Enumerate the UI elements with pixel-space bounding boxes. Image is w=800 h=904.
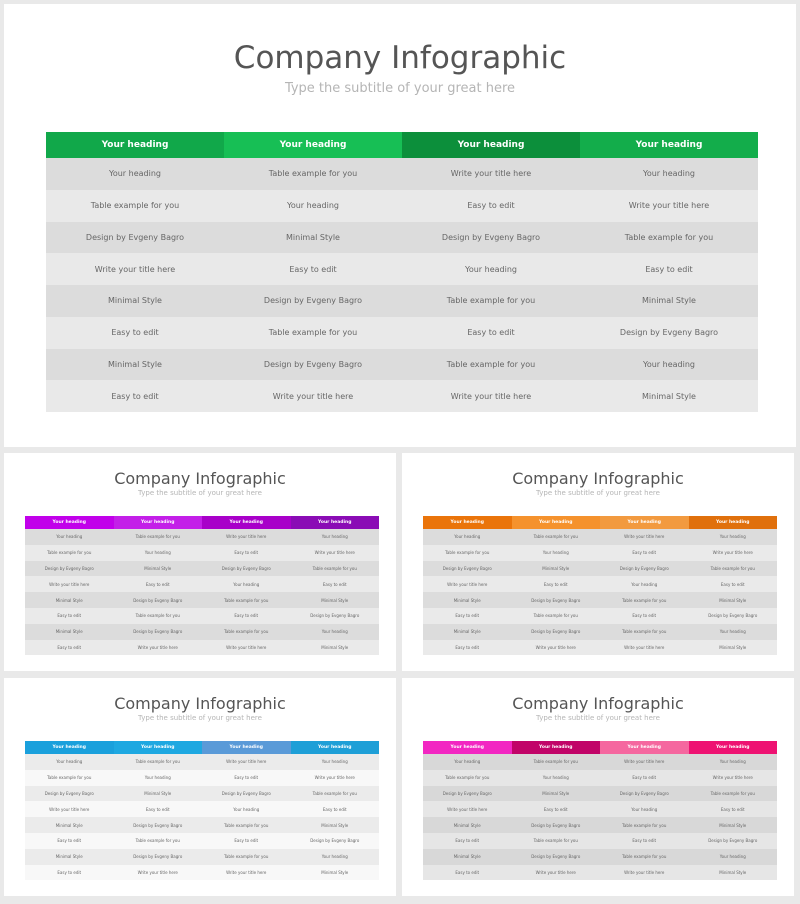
table-header-row <box>46 132 758 158</box>
table-cell: Your heading <box>542 775 569 781</box>
table-cell: Table example for you <box>47 775 92 781</box>
table-header-cell: Your heading <box>600 741 689 754</box>
slide-orange <box>402 453 794 671</box>
table-cell: Table example for you <box>446 296 536 306</box>
table-cell: Write your title here <box>49 806 90 812</box>
table-cell: Easy to edit <box>632 838 657 844</box>
table-row <box>25 529 379 545</box>
table-cell: Design by Evgeny Bagro <box>310 613 360 619</box>
table-cell: Minimal Style <box>719 822 747 828</box>
table-header-cell: Your heading <box>202 516 291 529</box>
table-row <box>423 545 777 561</box>
table-cell: Your heading <box>56 759 83 765</box>
table-header-cell: Your heading <box>114 516 203 529</box>
table-header-row <box>423 516 777 529</box>
table-cell: Easy to edit <box>543 806 568 812</box>
slide-subtitle: Type the subtitle of your great here <box>138 489 262 497</box>
table-cell: Minimal Style <box>642 296 696 306</box>
table-row <box>25 592 379 608</box>
slide-title: Company Infographic <box>233 40 567 76</box>
table-header-row <box>423 741 777 754</box>
table-cell: Your heading <box>109 169 161 179</box>
slide-purple <box>4 453 396 671</box>
table-cell: Minimal Style <box>719 869 747 875</box>
table-row <box>25 640 379 656</box>
table-cell: Table example for you <box>135 838 180 844</box>
table-row <box>46 285 758 317</box>
table-cell: Write your title here <box>624 644 665 650</box>
table-header-cell: Your heading <box>402 132 580 158</box>
table-cell: Table example for you <box>622 629 667 635</box>
table-cell: Minimal Style <box>108 359 162 369</box>
table-cell: Your heading <box>56 534 83 540</box>
table-cell: Table example for you <box>622 854 667 860</box>
slide-title: Company Infographic <box>512 469 684 488</box>
data-table <box>46 132 758 412</box>
table-cell: Write your title here <box>535 644 576 650</box>
table-row <box>25 770 379 786</box>
table-cell: Easy to edit <box>632 775 657 781</box>
table-cell: Your heading <box>233 581 260 587</box>
table-row <box>423 624 777 640</box>
table-row <box>25 786 379 802</box>
table-cell: Minimal Style <box>453 629 481 635</box>
table-cell: Design by Evgeny Bagro <box>619 328 719 338</box>
table-header-cell: Your heading <box>291 516 380 529</box>
table-cell: Easy to edit <box>455 838 480 844</box>
table-row <box>423 754 777 770</box>
table-cell: Minimal Style <box>542 790 570 796</box>
slide-green <box>4 4 796 447</box>
table-row <box>25 545 379 561</box>
table-cell: Your heading <box>465 264 517 274</box>
table-row <box>46 158 758 190</box>
table-cell: Your heading <box>542 550 569 556</box>
table-cell: Write your title here <box>137 644 178 650</box>
table-row <box>423 640 777 656</box>
table-cell: Your heading <box>321 854 348 860</box>
table-row <box>25 801 379 817</box>
table-row <box>46 253 758 285</box>
table-cell: Table example for you <box>533 613 578 619</box>
table-row <box>25 817 379 833</box>
table-cell: Design by Evgeny Bagro <box>310 838 360 844</box>
table-cell: Write your title here <box>535 869 576 875</box>
table-cell: Design by Evgeny Bagro <box>619 565 669 571</box>
table-cell: Your heading <box>719 629 746 635</box>
table-cell: Table example for you <box>90 201 180 211</box>
table-cell: Your heading <box>321 759 348 765</box>
table-cell: Table example for you <box>445 775 490 781</box>
table-row <box>25 865 379 881</box>
table-cell: Table example for you <box>533 759 578 765</box>
slide-blue <box>4 678 396 896</box>
table-cell: Minimal Style <box>108 296 162 306</box>
table-cell: Minimal Style <box>144 790 172 796</box>
table-header-cell: Your heading <box>512 516 601 529</box>
table-cell: Write your title here <box>226 644 267 650</box>
table-row <box>423 529 777 545</box>
slide-subtitle: Type the subtitle of your great here <box>536 489 660 497</box>
slide-title: Company Infographic <box>114 694 286 713</box>
table-cell: Write your title here <box>272 391 354 401</box>
table-cell: Easy to edit <box>543 581 568 587</box>
table-cell: Design by Evgeny Bagro <box>531 822 581 828</box>
table-cell: Easy to edit <box>467 328 515 338</box>
table-cell: Design by Evgeny Bagro <box>263 296 363 306</box>
table-cell: Minimal Style <box>55 822 83 828</box>
table-cell: Design by Evgeny Bagro <box>708 613 758 619</box>
table-cell: Table example for you <box>224 629 269 635</box>
table-cell: Table example for you <box>710 565 755 571</box>
table-cell: Table example for you <box>224 597 269 603</box>
table-row <box>423 561 777 577</box>
table-cell: Design by Evgeny Bagro <box>221 790 271 796</box>
table-row <box>423 833 777 849</box>
table-row <box>46 349 758 381</box>
table-cell: Table example for you <box>533 838 578 844</box>
table-cell: Minimal Style <box>55 854 83 860</box>
table-cell: Write your title here <box>628 201 710 211</box>
table-cell: Your heading <box>643 359 695 369</box>
table-cell: Table example for you <box>47 550 92 556</box>
table-cell: Minimal Style <box>321 869 349 875</box>
table-cell: Your heading <box>631 581 658 587</box>
table-cell: Table example for you <box>624 232 714 242</box>
table-cell: Your heading <box>454 534 481 540</box>
table-cell: Minimal Style <box>286 232 340 242</box>
data-table <box>423 741 777 880</box>
slide-pink <box>402 678 794 896</box>
table-cell: Write your title here <box>624 759 665 765</box>
table-row <box>25 561 379 577</box>
table-cell: Easy to edit <box>57 613 82 619</box>
data-table <box>25 516 379 655</box>
table-cell: Your heading <box>144 550 171 556</box>
table-cell: Easy to edit <box>322 806 347 812</box>
table-cell: Easy to edit <box>234 550 259 556</box>
slide-title: Company Infographic <box>114 469 286 488</box>
table-row <box>423 770 777 786</box>
table-cell: Your heading <box>233 806 260 812</box>
table-cell: Minimal Style <box>321 822 349 828</box>
table-cell: Design by Evgeny Bagro <box>133 629 183 635</box>
table-cell: Design by Evgeny Bagro <box>441 232 541 242</box>
table-cell: Easy to edit <box>234 838 259 844</box>
table-cell: Design by Evgeny Bagro <box>133 854 183 860</box>
table-cell: Minimal Style <box>321 644 349 650</box>
table-cell: Easy to edit <box>145 581 170 587</box>
table-cell: Your heading <box>321 629 348 635</box>
table-cell: Minimal Style <box>453 854 481 860</box>
table-cell: Minimal Style <box>719 597 747 603</box>
data-table <box>25 741 379 880</box>
table-cell: Table example for you <box>268 328 358 338</box>
table-cell: Write your title here <box>49 581 90 587</box>
table-row <box>46 317 758 349</box>
table-cell: Write your title here <box>624 534 665 540</box>
table-cell: Design by Evgeny Bagro <box>133 597 183 603</box>
table-header-cell: Your heading <box>689 516 778 529</box>
table-row <box>423 801 777 817</box>
table-cell: Easy to edit <box>57 869 82 875</box>
table-cell: Write your title here <box>226 534 267 540</box>
table-cell: Design by Evgeny Bagro <box>708 838 758 844</box>
table-row <box>46 190 758 222</box>
slide-subtitle: Type the subtitle of your great here <box>284 81 516 96</box>
table-cell: Design by Evgeny Bagro <box>442 790 492 796</box>
table-header-cell: Your heading <box>600 516 689 529</box>
table-cell: Table example for you <box>445 550 490 556</box>
table-cell: Design by Evgeny Bagro <box>44 790 94 796</box>
table-cell: Your heading <box>719 534 746 540</box>
table-cell: Table example for you <box>533 534 578 540</box>
data-table <box>423 516 777 655</box>
table-cell: Minimal Style <box>144 565 172 571</box>
table-header-cell: Your heading <box>423 741 512 754</box>
table-cell: Table example for you <box>135 759 180 765</box>
table-cell: Minimal Style <box>55 629 83 635</box>
table-header-cell: Your heading <box>46 132 224 158</box>
table-cell: Design by Evgeny Bagro <box>85 232 185 242</box>
table-cell: Your heading <box>287 201 339 211</box>
table-cell: Minimal Style <box>642 391 696 401</box>
table-cell: Write your title here <box>314 550 355 556</box>
table-row <box>25 624 379 640</box>
table-cell: Write your title here <box>226 869 267 875</box>
table-cell: Your heading <box>643 169 695 179</box>
table-cell: Table example for you <box>446 359 536 369</box>
table-cell: Write your title here <box>447 806 488 812</box>
table-row <box>25 849 379 865</box>
table-cell: Easy to edit <box>645 264 693 274</box>
table-cell: Easy to edit <box>289 264 337 274</box>
table-header-cell: Your heading <box>423 516 512 529</box>
slide-subtitle: Type the subtitle of your great here <box>138 714 262 722</box>
table-cell: Easy to edit <box>145 806 170 812</box>
table-header-cell: Your heading <box>202 741 291 754</box>
table-cell: Your heading <box>719 759 746 765</box>
table-cell: Table example for you <box>224 822 269 828</box>
table-cell: Minimal Style <box>321 597 349 603</box>
table-header-row <box>25 516 379 529</box>
table-row <box>423 608 777 624</box>
table-header-cell: Your heading <box>114 741 203 754</box>
table-cell: Table example for you <box>224 854 269 860</box>
table-cell: Table example for you <box>268 169 358 179</box>
table-row <box>25 576 379 592</box>
table-cell: Easy to edit <box>632 613 657 619</box>
table-cell: Table example for you <box>312 790 357 796</box>
table-cell: Easy to edit <box>234 613 259 619</box>
table-row <box>423 849 777 865</box>
table-row <box>46 380 758 412</box>
table-cell: Minimal Style <box>453 597 481 603</box>
table-header-cell: Your heading <box>25 741 114 754</box>
table-cell: Easy to edit <box>111 328 159 338</box>
table-cell: Write your title here <box>712 550 753 556</box>
table-cell: Easy to edit <box>111 391 159 401</box>
table-cell: Easy to edit <box>455 613 480 619</box>
table-cell: Easy to edit <box>720 806 745 812</box>
table-cell: Table example for you <box>710 790 755 796</box>
table-cell: Write your title here <box>447 581 488 587</box>
table-cell: Minimal Style <box>453 822 481 828</box>
table-cell: Minimal Style <box>719 644 747 650</box>
table-row <box>25 608 379 624</box>
table-header-cell: Your heading <box>580 132 758 158</box>
table-cell: Easy to edit <box>322 581 347 587</box>
table-header-cell: Your heading <box>25 516 114 529</box>
table-cell: Design by Evgeny Bagro <box>44 565 94 571</box>
slide-subtitle: Type the subtitle of your great here <box>536 714 660 722</box>
table-row <box>423 817 777 833</box>
table-cell: Your heading <box>454 759 481 765</box>
table-cell: Your heading <box>144 775 171 781</box>
table-header-cell: Your heading <box>689 741 778 754</box>
table-cell: Easy to edit <box>455 644 480 650</box>
table-header-row <box>25 741 379 754</box>
table-cell: Table example for you <box>622 822 667 828</box>
table-row <box>423 576 777 592</box>
table-cell: Easy to edit <box>57 838 82 844</box>
table-cell: Your heading <box>631 806 658 812</box>
table-row <box>423 592 777 608</box>
table-cell: Your heading <box>719 854 746 860</box>
table-cell: Write your title here <box>226 759 267 765</box>
table-row <box>423 786 777 802</box>
table-cell: Design by Evgeny Bagro <box>263 359 363 369</box>
table-cell: Easy to edit <box>455 869 480 875</box>
table-cell: Write your title here <box>624 869 665 875</box>
table-cell: Design by Evgeny Bagro <box>531 597 581 603</box>
table-cell: Design by Evgeny Bagro <box>531 854 581 860</box>
table-cell: Design by Evgeny Bagro <box>133 822 183 828</box>
table-cell: Easy to edit <box>632 550 657 556</box>
table-cell: Easy to edit <box>467 201 515 211</box>
table-cell: Minimal Style <box>542 565 570 571</box>
table-row <box>423 865 777 881</box>
table-cell: Write your title here <box>450 391 532 401</box>
table-row <box>25 754 379 770</box>
table-cell: Table example for you <box>135 534 180 540</box>
table-cell: Easy to edit <box>234 775 259 781</box>
table-cell: Design by Evgeny Bagro <box>221 565 271 571</box>
table-cell: Table example for you <box>312 565 357 571</box>
table-cell: Design by Evgeny Bagro <box>531 629 581 635</box>
table-cell: Minimal Style <box>55 597 83 603</box>
table-cell: Write your title here <box>712 775 753 781</box>
table-header-cell: Your heading <box>224 132 402 158</box>
table-cell: Write your title here <box>314 775 355 781</box>
table-row <box>25 833 379 849</box>
table-cell: Write your title here <box>137 869 178 875</box>
table-cell: Design by Evgeny Bagro <box>619 790 669 796</box>
table-cell: Easy to edit <box>57 644 82 650</box>
table-cell: Write your title here <box>450 169 532 179</box>
table-header-cell: Your heading <box>512 741 601 754</box>
table-cell: Write your title here <box>94 264 176 274</box>
table-row <box>46 222 758 254</box>
table-cell: Table example for you <box>135 613 180 619</box>
slide-title: Company Infographic <box>512 694 684 713</box>
table-header-cell: Your heading <box>291 741 380 754</box>
table-cell: Design by Evgeny Bagro <box>442 565 492 571</box>
table-cell: Table example for you <box>622 597 667 603</box>
table-cell: Your heading <box>321 534 348 540</box>
table-cell: Easy to edit <box>720 581 745 587</box>
